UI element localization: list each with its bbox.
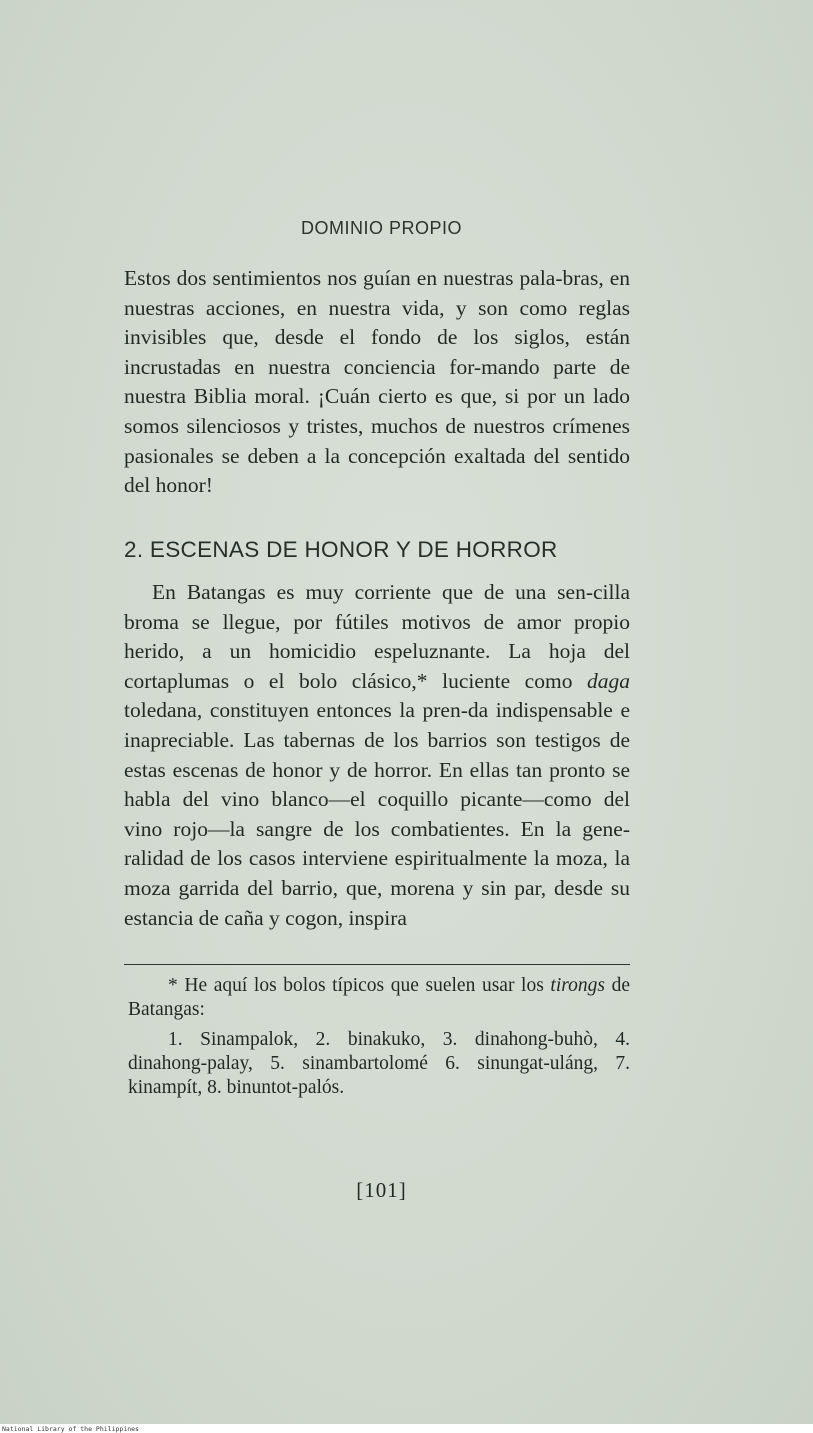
footnote-intro <box>128 974 630 1022</box>
library-imprint: National Library of the Philippines <box>2 1425 139 1433</box>
footnote-divider <box>124 964 630 965</box>
section-heading: 2. ESCENAS DE HONOR Y DE HORROR <box>124 537 558 562</box>
paragraph-2-part-b: toledana, constituyen entonces la pren-da indispensable e inapreciable. Las tabernas de los barrios son testigos de estas escenas de honor y de horror. En ellas tan pronto se habla del vino blanco—el coquillo picante—como del vino rojo—la sangre de los combatientes. En la gene-ralidad de los casos interviene espiritualmente la moza, la moza garrida del barrio, que, morena y sin par, desde su estancia de caña y cogon, inspira <box>124 698 630 930</box>
footnote <box>128 974 630 1100</box>
paragraph-1-text: Estos dos sentimientos nos guían en nuestras pala-bras, en nuestras acciones, en nuestra vida, y son como reglas invisibles que, desde el fondo de los siglos, están incrustadas en nuestra conciencia for-mando parte de nuestra Biblia moral. ¡Cuán cierto es que, si por un lado somos silenciosos y tristes, muchos de nuestros crímenes pasionales se deben a la concepción exaltada del sentido del honor! <box>124 266 630 498</box>
paragraph-2-italic: daga <box>587 668 630 693</box>
footnote-intro-b: de Batangas: <box>128 975 630 1020</box>
paragraph-2-part-a: En Batangas es muy corriente que de una sen-cilla broma se llegue, por fútiles motivos de amor propio herido, a un homicidio espeluznante. La hoja del cortaplumas o el bolo clásico,* luciente como <box>124 580 630 693</box>
footnote-intro-a: * He aquí los bolos típicos que suelen usar los <box>168 975 551 996</box>
running-head: DOMINIO PROPIO <box>300 218 462 238</box>
page-number: [101] <box>356 1178 407 1202</box>
paragraph-2-text <box>124 578 630 933</box>
body-paragraph-2 <box>124 578 630 933</box>
footnote-intro-italic: tirongs <box>550 975 605 996</box>
footnote-list: 1. Sinampalok, 2. binakuko, 3. dinahong-buhò, 4. dinahong-palay, 5. sinambartolomé 6. sinungat-uláng, 7. kinampít, 8. binuntot-palós. <box>128 1029 630 1098</box>
body-paragraph-1 <box>124 264 630 501</box>
